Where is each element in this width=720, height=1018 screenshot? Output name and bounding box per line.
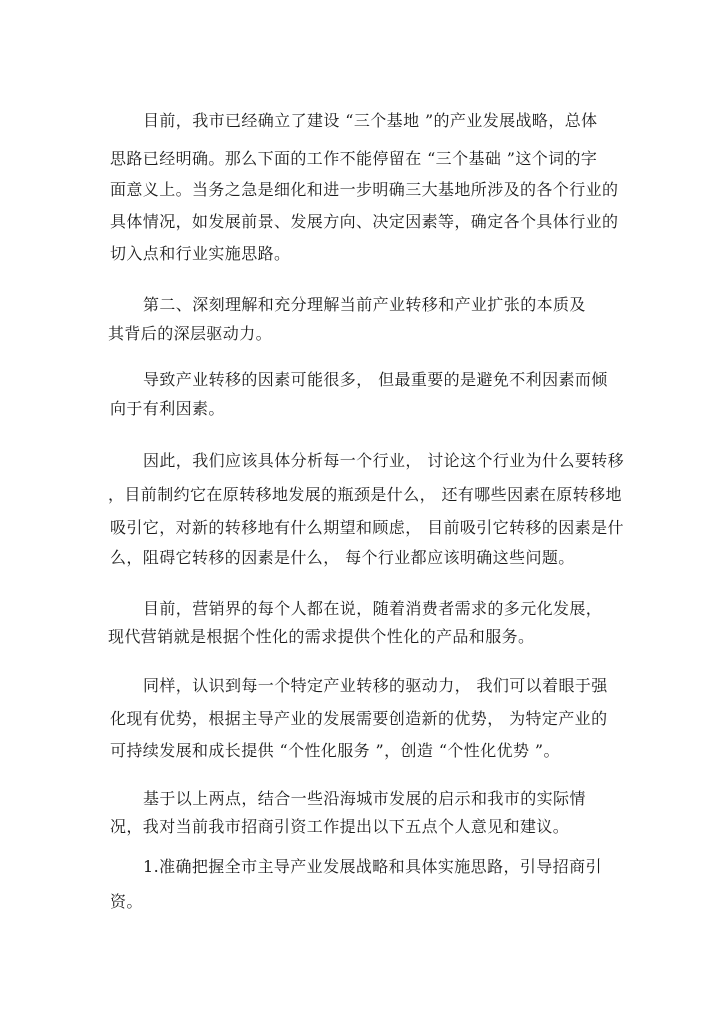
paragraph-4-line-2: ，目前制约它在原转移地发展的瓶颈是什么， 还有哪些因素在原转移地 <box>108 485 622 504</box>
paragraph-7-line-1: 基于以上两点，结合一些沿海城市发展的启示和我市的实际情 <box>143 789 586 808</box>
paragraph-1-line-4: 具体情况，如发展前景、发展方向、决定因素等，确定各个具体行业的 <box>110 212 619 231</box>
paragraph-5-line-1: 目前，营销界的每个人都在说，随着消费者需求的多元化发展， <box>143 599 603 618</box>
paragraph-2-line-2: 其背后的深层驱动力。 <box>108 324 273 343</box>
paragraph-3-line-2: 向于有利因素。 <box>110 399 225 418</box>
paragraph-1-line-1: 目前，我市已经确立了建设 “三个基地 ”的产业发展战略，总体 <box>143 111 598 130</box>
paragraph-6-line-3: 可持续发展和成长提供 “个性化服务 ”，创造 “个性化优势 ”。 <box>110 741 560 760</box>
paragraph-5-line-2: 现代营销就是根据个性化的需求提供个性化的产品和服务。 <box>108 627 535 646</box>
paragraph-4-line-1: 因此，我们应该具体分析每一个行业， 讨论这个行业为什么要转移 <box>143 451 625 470</box>
paragraph-2-line-1: 第二、深刻理解和充分理解当前产业转移和产业扩张的本质及 <box>143 295 586 314</box>
paragraph-7-line-2: 况，我对当前我市招商引资工作提出以下五点个人意见和建议。 <box>110 817 570 836</box>
paragraph-3-line-1: 导致产业转移的因素可能很多， 但最重要的是避免不利因素而倾 <box>143 370 608 389</box>
paragraph-8-line-1: 1.准确把握全市主导产业发展战略和具体实施思路，引导招商引 <box>143 857 602 876</box>
paragraph-1-line-5: 切入点和行业实施思路。 <box>110 244 291 263</box>
paragraph-1-line-3: 面意义上。当务之急是细化和进一步明确三大基地所涉及的各个行业的 <box>110 180 619 199</box>
paragraph-8-line-2: 资。 <box>110 892 143 911</box>
paragraph-4-line-4: 么，阻碍它转移的因素是什么， 每个行业都应该明确这些问题。 <box>110 548 575 567</box>
paragraph-6-line-1: 同样，认识到每一个特定产业转移的驱动力， 我们可以着眼于强 <box>143 676 608 695</box>
paragraph-6-line-2: 化现有优势，根据主导产业的发展需要创造新的优势， 为特定产业的 <box>110 709 608 728</box>
paragraph-4-line-3: 吸引它，对新的转移地有什么期望和顾虑， 目前吸引它转移的因素是什 <box>110 518 624 537</box>
paragraph-1-line-2: 思路已经明确。那么下面的工作不能停留在 “三个基础 ”这个词的字 <box>110 149 598 168</box>
